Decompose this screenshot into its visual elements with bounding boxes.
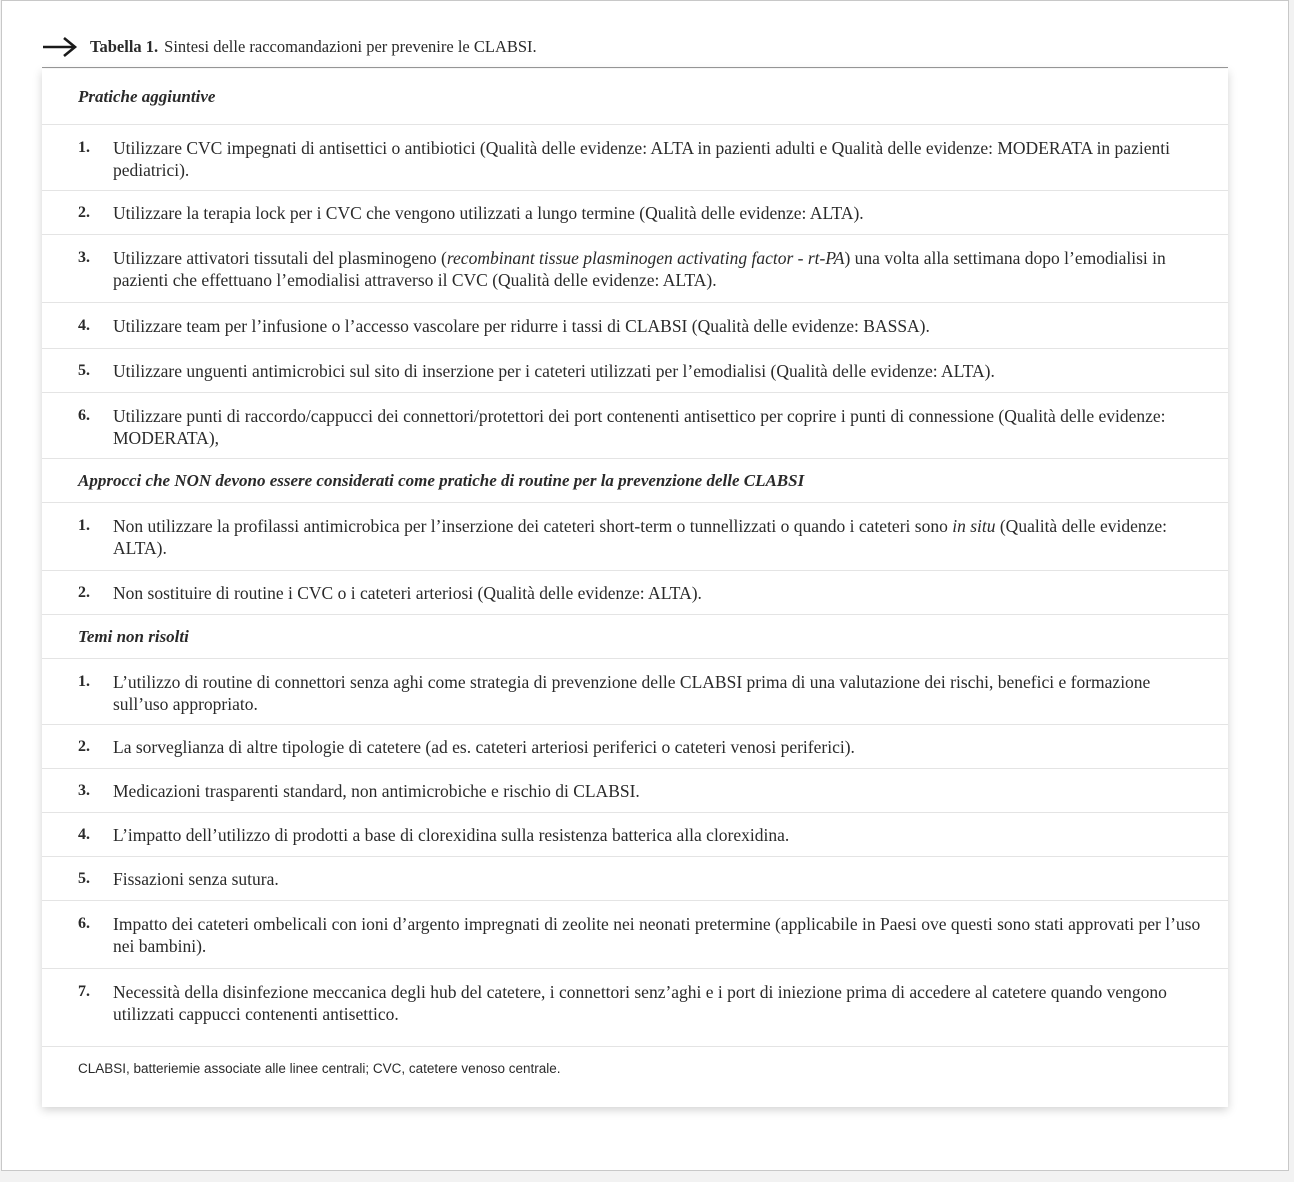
item-number: 6. xyxy=(78,407,90,424)
page-frame xyxy=(1,0,1289,1171)
section-title: Pratiche aggiuntive xyxy=(78,86,216,106)
recommendations-table xyxy=(42,69,1228,1107)
item-number: 5. xyxy=(78,361,90,379)
table-footnote xyxy=(42,1047,1228,1089)
table-row xyxy=(42,503,1228,571)
item-number: 4. xyxy=(78,825,90,843)
table-caption xyxy=(42,32,537,62)
section-header-not-routine xyxy=(42,459,1228,503)
table-row xyxy=(42,813,1228,857)
table-row xyxy=(42,393,1228,459)
table-row xyxy=(42,235,1228,303)
table-row xyxy=(42,725,1228,769)
table-row xyxy=(42,303,1228,349)
item-text: Utilizzare la terapia lock per i CVC che vengono utilizzati a lungo termine (Qualità delle evidenze: ALTA). xyxy=(113,202,864,223)
caption-divider xyxy=(42,67,1228,68)
item-text: La sorveglianza di altre tipologie di catetere (ad es. cateteri arteriosi periferici o cateteri venosi periferici). xyxy=(113,736,855,757)
section-header-unresolved xyxy=(42,615,1228,659)
item-number: 7. xyxy=(78,983,90,1000)
item-text: L’impatto dell’utilizzo di prodotti a base di clorexidina sulla resistenza batterica alla clorexidina. xyxy=(113,824,790,845)
item-text: L’utilizzo di routine di connettori senza aghi come strategia di prevenzione delle CLABSI prima di una valutazione dei rischi, benefici e formazione sull’uso appropriato. xyxy=(113,672,1151,714)
item-text: Fissazioni senza sutura. xyxy=(113,868,279,889)
item-text: Medicazioni trasparenti standard, non antimicrobiche e rischio di CLABSI. xyxy=(113,780,640,801)
item-text-italic: in situ xyxy=(952,516,996,536)
item-text-part: Utilizzare attivatori tissutali del plasminogeno ( xyxy=(113,248,447,268)
section-header-additional xyxy=(42,69,1228,125)
item-text: Utilizzare unguenti antimicrobici sul sito di inserzione per i cateteri utilizzati per l’emodialisi (Qualità delle evidenze: ALTA). xyxy=(113,360,995,381)
table-row xyxy=(42,571,1228,615)
table-row xyxy=(42,659,1228,725)
item-number: 2. xyxy=(78,737,90,755)
item-number: 5. xyxy=(78,869,90,887)
section-title: Approcci che NON devono essere considerati come pratiche di routine per la prevenzione delle CLABSI xyxy=(78,470,805,490)
table-row xyxy=(42,349,1228,393)
item-number: 6. xyxy=(78,915,90,932)
item-text: Utilizzare punti di raccordo/cappucci dei connettori/protettori dei port contenenti antisettico per coprire i punti di connessione (Qualità delle evidenze: MODERATA), xyxy=(113,406,1166,448)
item-text-italic: recombinant tissue plasminogen activating factor - rt-PA xyxy=(446,248,845,268)
item-text: Non sostituire di routine i CVC o i cateteri arteriosi (Qualità delle evidenze: ALTA). xyxy=(113,582,702,603)
item-number: 1. xyxy=(78,673,90,690)
item-text: Necessità della disinfezione meccanica degli hub del catetere, i connettori senz’aghi e i port di iniezione prima di accedere al catetere quando vengono utilizzati cappucci contenenti antisettico. xyxy=(113,982,1167,1024)
caption-text: Sintesi delle raccomandazioni per prevenire le CLABSI. xyxy=(164,37,537,56)
item-number: 3. xyxy=(78,781,90,799)
table-row xyxy=(42,769,1228,813)
item-number: 4. xyxy=(78,316,90,334)
item-number: 3. xyxy=(78,249,90,266)
footnote-text: CLABSI, batteriemie associate alle linee centrali; CVC, catetere venoso centrale. xyxy=(78,1060,561,1076)
item-text: Impatto dei cateteri ombelicali con ioni d’argento impregnati di zeolite nei neonati pretermine (applicabile in Paesi ove questi sono stati approvati per l’uso nei bambini). xyxy=(113,914,1201,956)
item-text: Utilizzare team per l’infusione o l’accesso vascolare per ridurre i tassi di CLABSI (Qualità delle evidenze: BASSA). xyxy=(113,315,930,336)
item-text xyxy=(113,515,1210,559)
caption-label: Tabella 1. xyxy=(90,37,159,56)
arrow-right-icon xyxy=(42,35,78,59)
table-row xyxy=(42,857,1228,901)
item-text-part: ) una volta alla settimana dopo l’emodialisi in pazienti che effettuano l’emodialisi attraverso il CVC (Qualità delle evidenze: ALTA). xyxy=(113,248,1166,290)
table-row xyxy=(42,901,1228,969)
table-row xyxy=(42,125,1228,191)
item-number: 1. xyxy=(78,139,90,156)
item-text-part: (Qualità delle evidenze: ALTA). xyxy=(113,516,1167,558)
item-number: 1. xyxy=(78,517,90,534)
section-title: Temi non risolti xyxy=(78,626,189,646)
item-number: 2. xyxy=(78,203,90,221)
item-text-part: Non utilizzare la profilassi antimicrobica per l’inserzione dei cateteri short-term o tunnellizzati o quando i cateteri sono xyxy=(113,516,953,536)
item-number: 2. xyxy=(78,583,90,601)
table-row xyxy=(42,969,1228,1047)
table-row xyxy=(42,191,1228,235)
item-text: Utilizzare CVC impegnati di antisettici o antibiotici (Qualità delle evidenze: ALTA in pazienti adulti e Qualità delle evidenze: MODERATA in pazienti pediatrici). xyxy=(113,138,1170,180)
item-text xyxy=(113,247,1210,291)
